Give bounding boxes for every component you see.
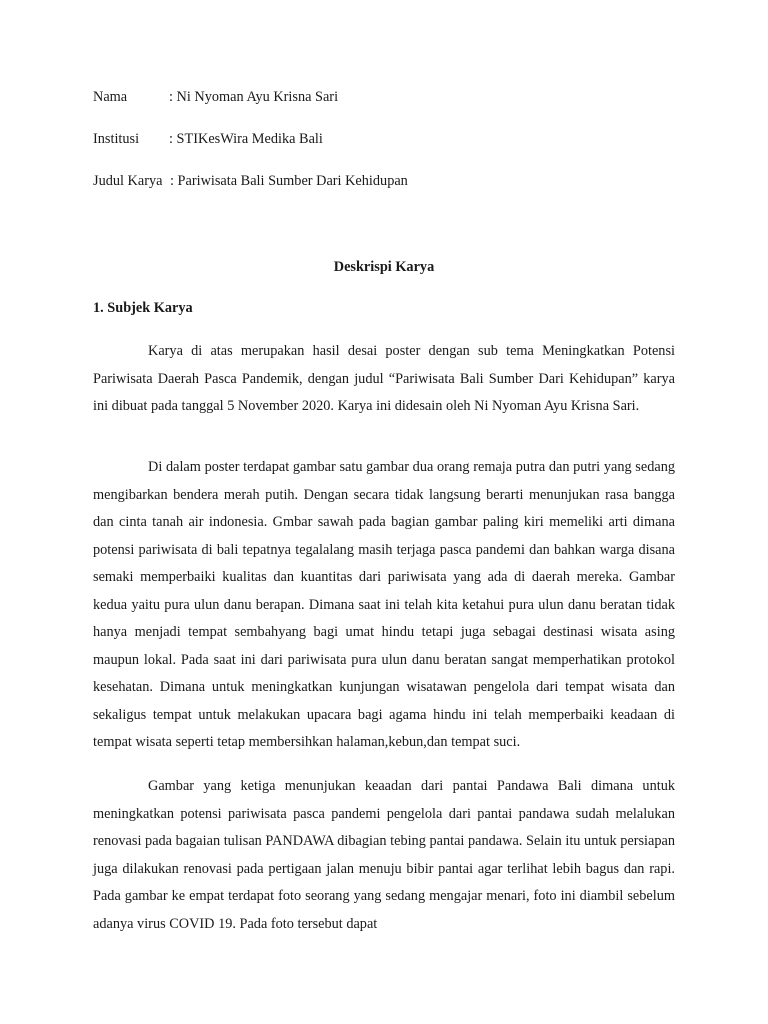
name-value: : Ni Nyoman Ayu Krisna Sari — [169, 89, 339, 105]
section-heading-subjek-karya: 1. Subjek Karya — [93, 300, 193, 316]
institution-label: Institusi — [93, 131, 140, 147]
name-label: Nama — [93, 89, 128, 105]
paragraph-2: Di dalam poster terdapat gambar satu gambar dua orang remaja putra dan putri yang sedang mengibarkan bendera merah putih. Dengan secara tidak langsung berarti menunjukan rasa bangga dan cinta tanah air indonesia. Gmbar sawah pada bagian gambar paling kiri memeliki arti dimana potensi pariwisata di bali tepatnya tegalalang masih terjaga pasca pandemi dan bahkan warga disana semaki memperbaiki kualitas dan kuantitas dari pariwisata yang ada di daerah mereka. Gambar kedua yaitu pura ulun danu berapan. Dimana saat ini telah kita ketahui pura ulun danu beratan tidak hanya menjadi tempat sembahyang bagi umat hindu tetapi juga sebagai destinasi wisata asing maupun lokal. Pada saat ini dari pariwisata pura ulun danu beratan sangat memperhatikan protokol kesehatan. Dimana untuk meningkatkan kunjungan wisatawan pengelola dari tempat wisata dan sekaligus tempat untuk melakukan upacara bagi agama hindu ini telah memperbaiki keadaan di tempat wisata seperti tetap membersihkan halaman,kebun,dan tempat suci. — [93, 459, 675, 751]
work-title-label: Judul Karya — [93, 173, 163, 189]
institution-value: : STIKesWira Medika Bali — [169, 131, 323, 147]
document-title: Deskrispi Karya — [333, 259, 435, 275]
paragraph-3: Gambar yang ketiga menunjukan keaadan dari pantai Pandawa Bali dimana untuk meningkatkan potensi pariwisata pasca pandemi pengelola dari pantai pandawa sudah melalukan renovasi pada bagaian tulisan PANDAWA dibagian tebing pantai pandawa. Selain itu untuk persiapan juga dilakukan renovasi pada pertigaan jalan menuju bibir pantai agar terlihat lebih bagus dan rapi. Pada gambar ke empat terdapat foto seorang yang sedang mengajar menari, foto ini diambil sebelum adanya virus COVID 19. Pada foto tersebut dapat — [93, 778, 675, 932]
work-title-value: : Pariwisata Bali Sumber Dari Kehidupan — [170, 173, 408, 189]
paragraph-1: Karya di atas merupakan hasil desai poster dengan sub tema Meningkatkan Potensi Pariwisata Daerah Pasca Pandemik, dengan judul “Pariwisata Bali Sumber Dari Kehidupan” karya ini dibuat pada tanggal 5 November 2020. Karya ini didesain oleh Ni Nyoman Ayu Krisna Sari. — [93, 343, 675, 415]
